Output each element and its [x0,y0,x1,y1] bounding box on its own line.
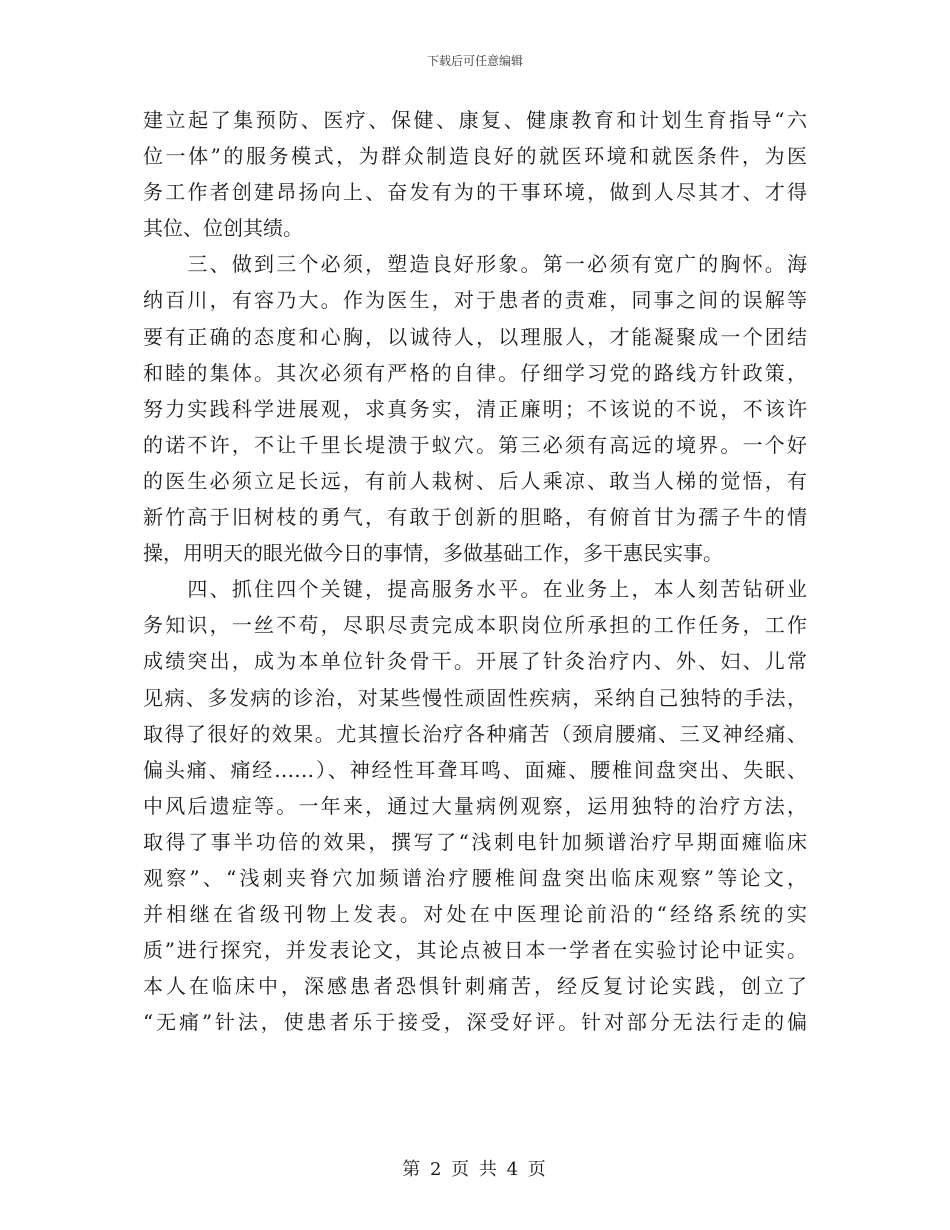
body-line: 质”进行探究，并发表论文，其论点被日本一学者在实验讨论中证实。 [143,938,807,963]
body-line: 位一体”的服务模式，为群众制造良好的就医环境和就医条件，为医 [143,144,807,169]
body-line: “无痛”针法，使患者乐于接受，深受好评。针对部分无法行走的偏 [143,1010,807,1035]
body-line: 新竹高于旧树枝的勇气，有敢于创新的胆略，有俯首甘为孺子牛的情 [143,505,807,530]
body-line: 努力实践科学进展观，求真务实，清正廉明；不该说的不说，不该许 [143,396,807,421]
body-line: 和睦的集体。其次必须有严格的自律。仔细学习党的路线方针政策， [143,360,807,385]
body-line: 四、抓住四个关键，提高服务水平。在业务上，本人刻苦钻研业 [143,577,807,602]
body-line: 取得了事半功倍的效果，撰写了“浅刺电针加频谱治疗早期面瘫临床 [143,829,807,854]
body-line: 的医生必须立足长远，有前人栽树、后人乘凉、敢当人梯的觉悟，有 [143,468,807,493]
body-line: 务知识，一丝不苟，尽职尽责完成本职岗位所承担的工作任务，工作 [143,613,807,638]
body-line: 纳百川，有容乃大。作为医生，对于患者的责难，同事之间的误解等 [143,288,807,313]
document-body [143,102,807,1040]
body-line: 中风后遗症等。一年来，通过大量病例观察，运用独特的治疗方法， [143,793,807,818]
body-line: 建立起了集预防、医疗、保健、康复、健康教育和计划生育指导“六 [143,108,807,132]
body-line: 三、做到三个必须，塑造良好形象。第一必须有宽广的胸怀。海 [143,252,807,277]
page-number-footer: 第 2 页 共 4 页 [402,1159,548,1180]
body-line: 操，用明天的眼光做今日的事情，多做基础工作，多干惠民实事。 [143,541,723,566]
body-line: 观察”、“浅刺夹脊穴加频谱治疗腰椎间盘突出临床观察”等论文， [143,865,807,890]
body-line: 本人在临床中，深感患者恐惧针刺痛苦，经反复讨论实践，创立了 [143,974,807,999]
page-header-note: 下载后可任意编辑 [426,54,523,68]
body-line: 成绩突出，成为本单位针灸骨干。开展了针灸治疗内、外、妇、儿常 [143,649,807,674]
body-line: 取得了很好的效果。尤其擅长治疗各种痛苦（颈肩腰痛、三叉神经痛、 [143,721,807,746]
body-line: 并相继在省级刊物上发表。对处在中医理论前沿的“经络系统的实 [143,902,807,927]
body-line: 见病、多发病的诊治，对某些慢性顽固性疾病，采纳自己独特的手法， [143,685,807,710]
body-line: 偏头痛、痛经……）、神经性耳聋耳鸣、面瘫、腰椎间盘突出、失眠、 [143,757,807,782]
body-line: 的诺不许，不让千里长堤溃于蚁穴。第三必须有高远的境界。一个好 [143,432,807,457]
body-line: 其位、位创其绩。 [143,216,303,241]
body-line: 要有正确的态度和心胸，以诚待人，以理服人，才能凝聚成一个团结 [143,324,807,349]
body-line: 务工作者创建昂扬向上、奋发有为的干事环境，做到人尽其才、才得 [143,180,807,205]
